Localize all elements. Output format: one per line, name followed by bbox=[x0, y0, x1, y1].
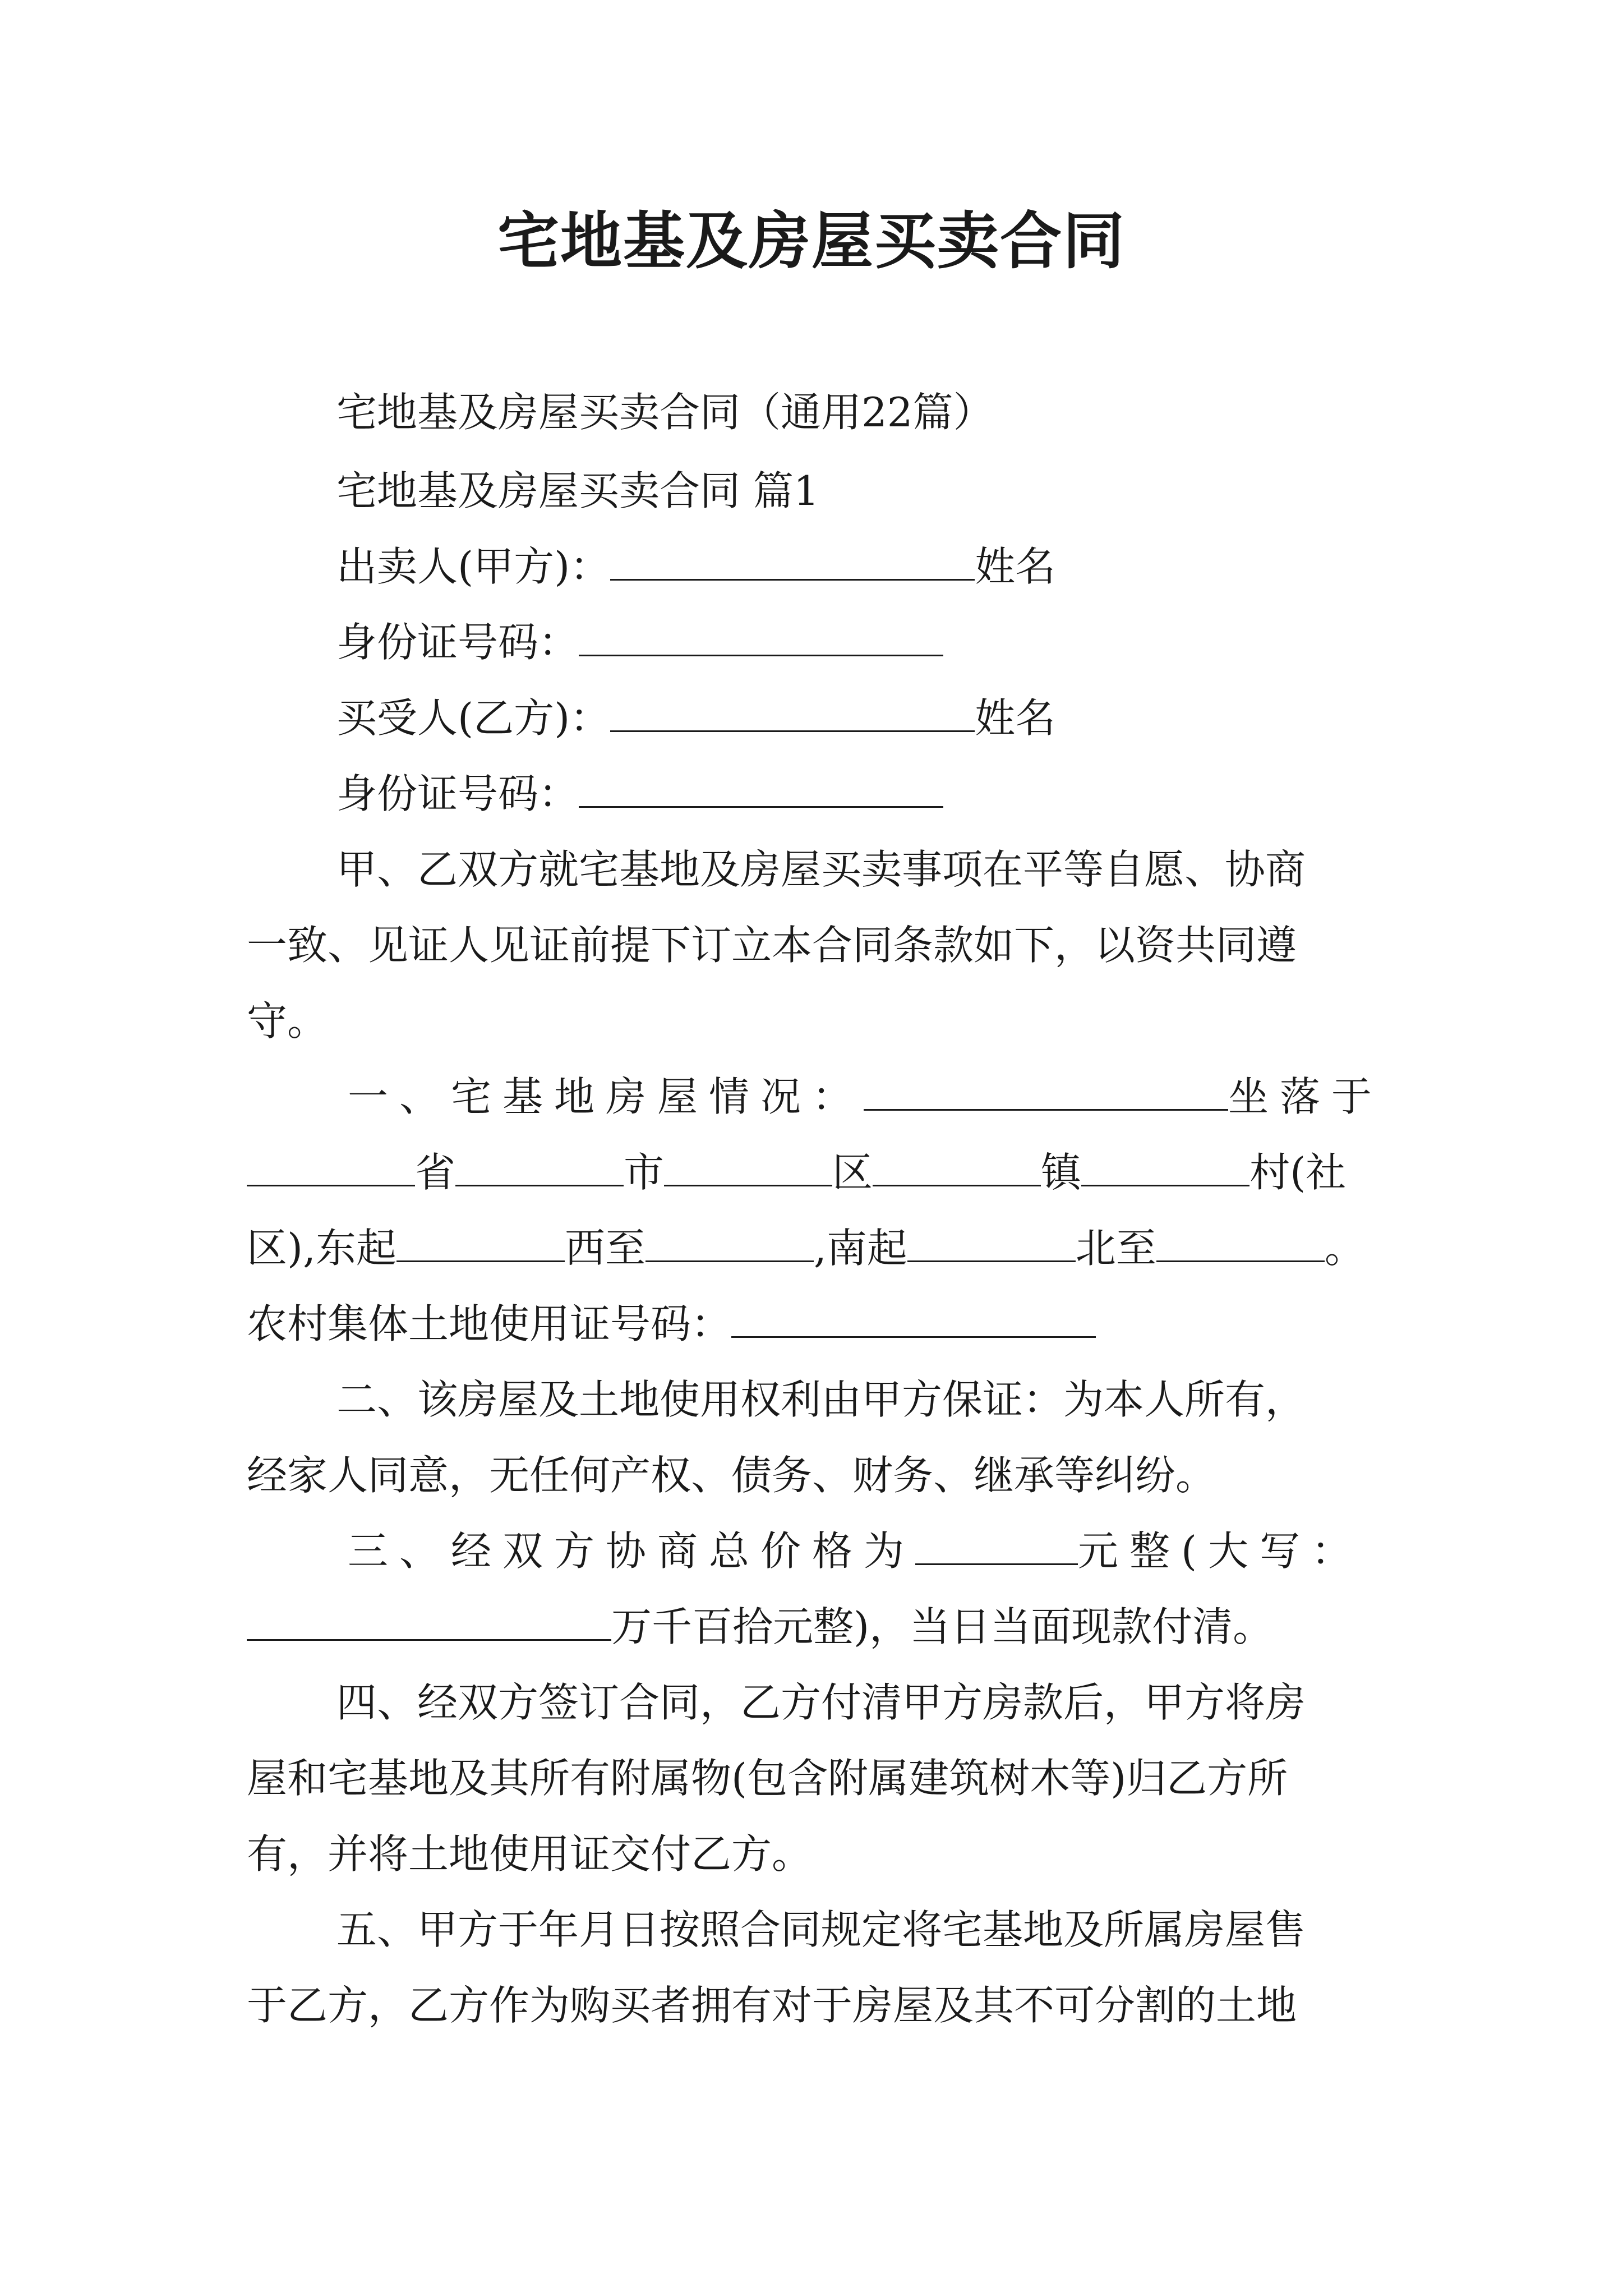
buyer-name-blank bbox=[610, 694, 975, 732]
name-label: 姓名 bbox=[975, 694, 1056, 742]
id-label: 身份证号码： bbox=[336, 770, 579, 817]
buyer-id-line bbox=[336, 769, 943, 819]
subtitle: 宅地基及房屋买卖合同（通用22篇） bbox=[336, 389, 994, 436]
clause4-line-1: 四、经双方签订合同，乙方付清甲方房款后，甲方将房 bbox=[336, 1679, 1306, 1726]
south-label: ,南起 bbox=[814, 1225, 907, 1272]
clause3-line-2 bbox=[247, 1602, 1273, 1652]
clause3-tail: 万千百拾元整)，当日当面现款付清。 bbox=[611, 1603, 1274, 1650]
clause1-line-1 bbox=[348, 1071, 1383, 1122]
buyer-id-blank bbox=[579, 770, 943, 808]
town-blank bbox=[873, 1149, 1041, 1186]
clause5-line-2: 于乙方，乙方作为购买者拥有对于房屋及其不可分割的土地 bbox=[247, 1982, 1297, 2029]
location-blank bbox=[864, 1073, 1228, 1111]
north-blank bbox=[1156, 1225, 1325, 1262]
city-blank bbox=[455, 1149, 624, 1186]
name-label: 姓名 bbox=[975, 543, 1056, 590]
seller-name-blank bbox=[610, 543, 975, 581]
district-blank bbox=[664, 1149, 832, 1186]
buyer-line bbox=[336, 693, 1055, 743]
located-label: 坐落于 bbox=[1228, 1073, 1384, 1120]
intro-line-3: 守。 bbox=[247, 997, 328, 1045]
city-label: 市 bbox=[624, 1149, 665, 1196]
price-unit: 元整(大写： bbox=[1078, 1527, 1363, 1575]
intro-line-1: 甲、乙双方就宅基地及房屋买卖事项在平等自愿、协商 bbox=[336, 846, 1306, 893]
east-blank bbox=[396, 1225, 565, 1262]
province-label: 省 bbox=[415, 1149, 456, 1196]
west-blank bbox=[645, 1225, 814, 1262]
village-blank bbox=[1081, 1149, 1249, 1186]
district-label: 区 bbox=[832, 1149, 873, 1196]
cert-blank bbox=[731, 1300, 1096, 1338]
document-title: 宅地基及房屋买卖合同 bbox=[497, 205, 1126, 277]
buyer-label: 买受人(乙方)： bbox=[336, 694, 611, 742]
clause2-line-2: 经家人同意，无任何产权、债务、财务、继承等纠纷。 bbox=[247, 1452, 1216, 1499]
clause3-lead: 三、经双方协商总价格为 bbox=[348, 1527, 916, 1575]
clause4-line-2: 屋和宅基地及其所有附属物(包含附属建筑树木等)归乙方所 bbox=[247, 1755, 1288, 1802]
seller-id-blank bbox=[579, 619, 943, 656]
id-label: 身份证号码： bbox=[336, 619, 579, 666]
south-blank bbox=[907, 1225, 1076, 1262]
clause1-line-3 bbox=[247, 1223, 1365, 1273]
intro-line-2: 一致、见证人见证前提下订立本合同条款如下，以资共同遵 bbox=[247, 922, 1297, 969]
period: 。 bbox=[1324, 1225, 1365, 1272]
east-label: 区),东起 bbox=[247, 1225, 396, 1272]
clause4-line-3: 有，并将土地使用证交付乙方。 bbox=[247, 1830, 813, 1878]
clause5-line-1: 五、甲方于年月日按照合同规定将宅基地及所属房屋售 bbox=[336, 1906, 1306, 1953]
north-label: 北至 bbox=[1075, 1225, 1156, 1272]
province-blank bbox=[247, 1149, 415, 1186]
section-heading: 宅地基及房屋买卖合同 篇1 bbox=[336, 467, 819, 514]
price-blank bbox=[915, 1527, 1078, 1565]
price-words-blank bbox=[247, 1603, 611, 1641]
clause3-line-1 bbox=[348, 1526, 1363, 1576]
clause1-lead: 一、宅基地房屋情况： bbox=[348, 1073, 864, 1120]
cert-label: 农村集体土地使用证号码： bbox=[247, 1300, 732, 1347]
clause1-line-4 bbox=[247, 1299, 1096, 1349]
seller-id-line bbox=[336, 617, 943, 668]
seller-line bbox=[336, 541, 1055, 592]
clause1-line-2 bbox=[247, 1147, 1346, 1198]
west-label: 西至 bbox=[564, 1225, 645, 1272]
seller-label: 出卖人(甲方)： bbox=[336, 543, 611, 590]
village-label: 村(社 bbox=[1249, 1149, 1347, 1196]
town-label: 镇 bbox=[1041, 1149, 1082, 1196]
clause2-line-1: 二、该房屋及土地使用权利由甲方保证：为本人所有， bbox=[336, 1376, 1306, 1423]
